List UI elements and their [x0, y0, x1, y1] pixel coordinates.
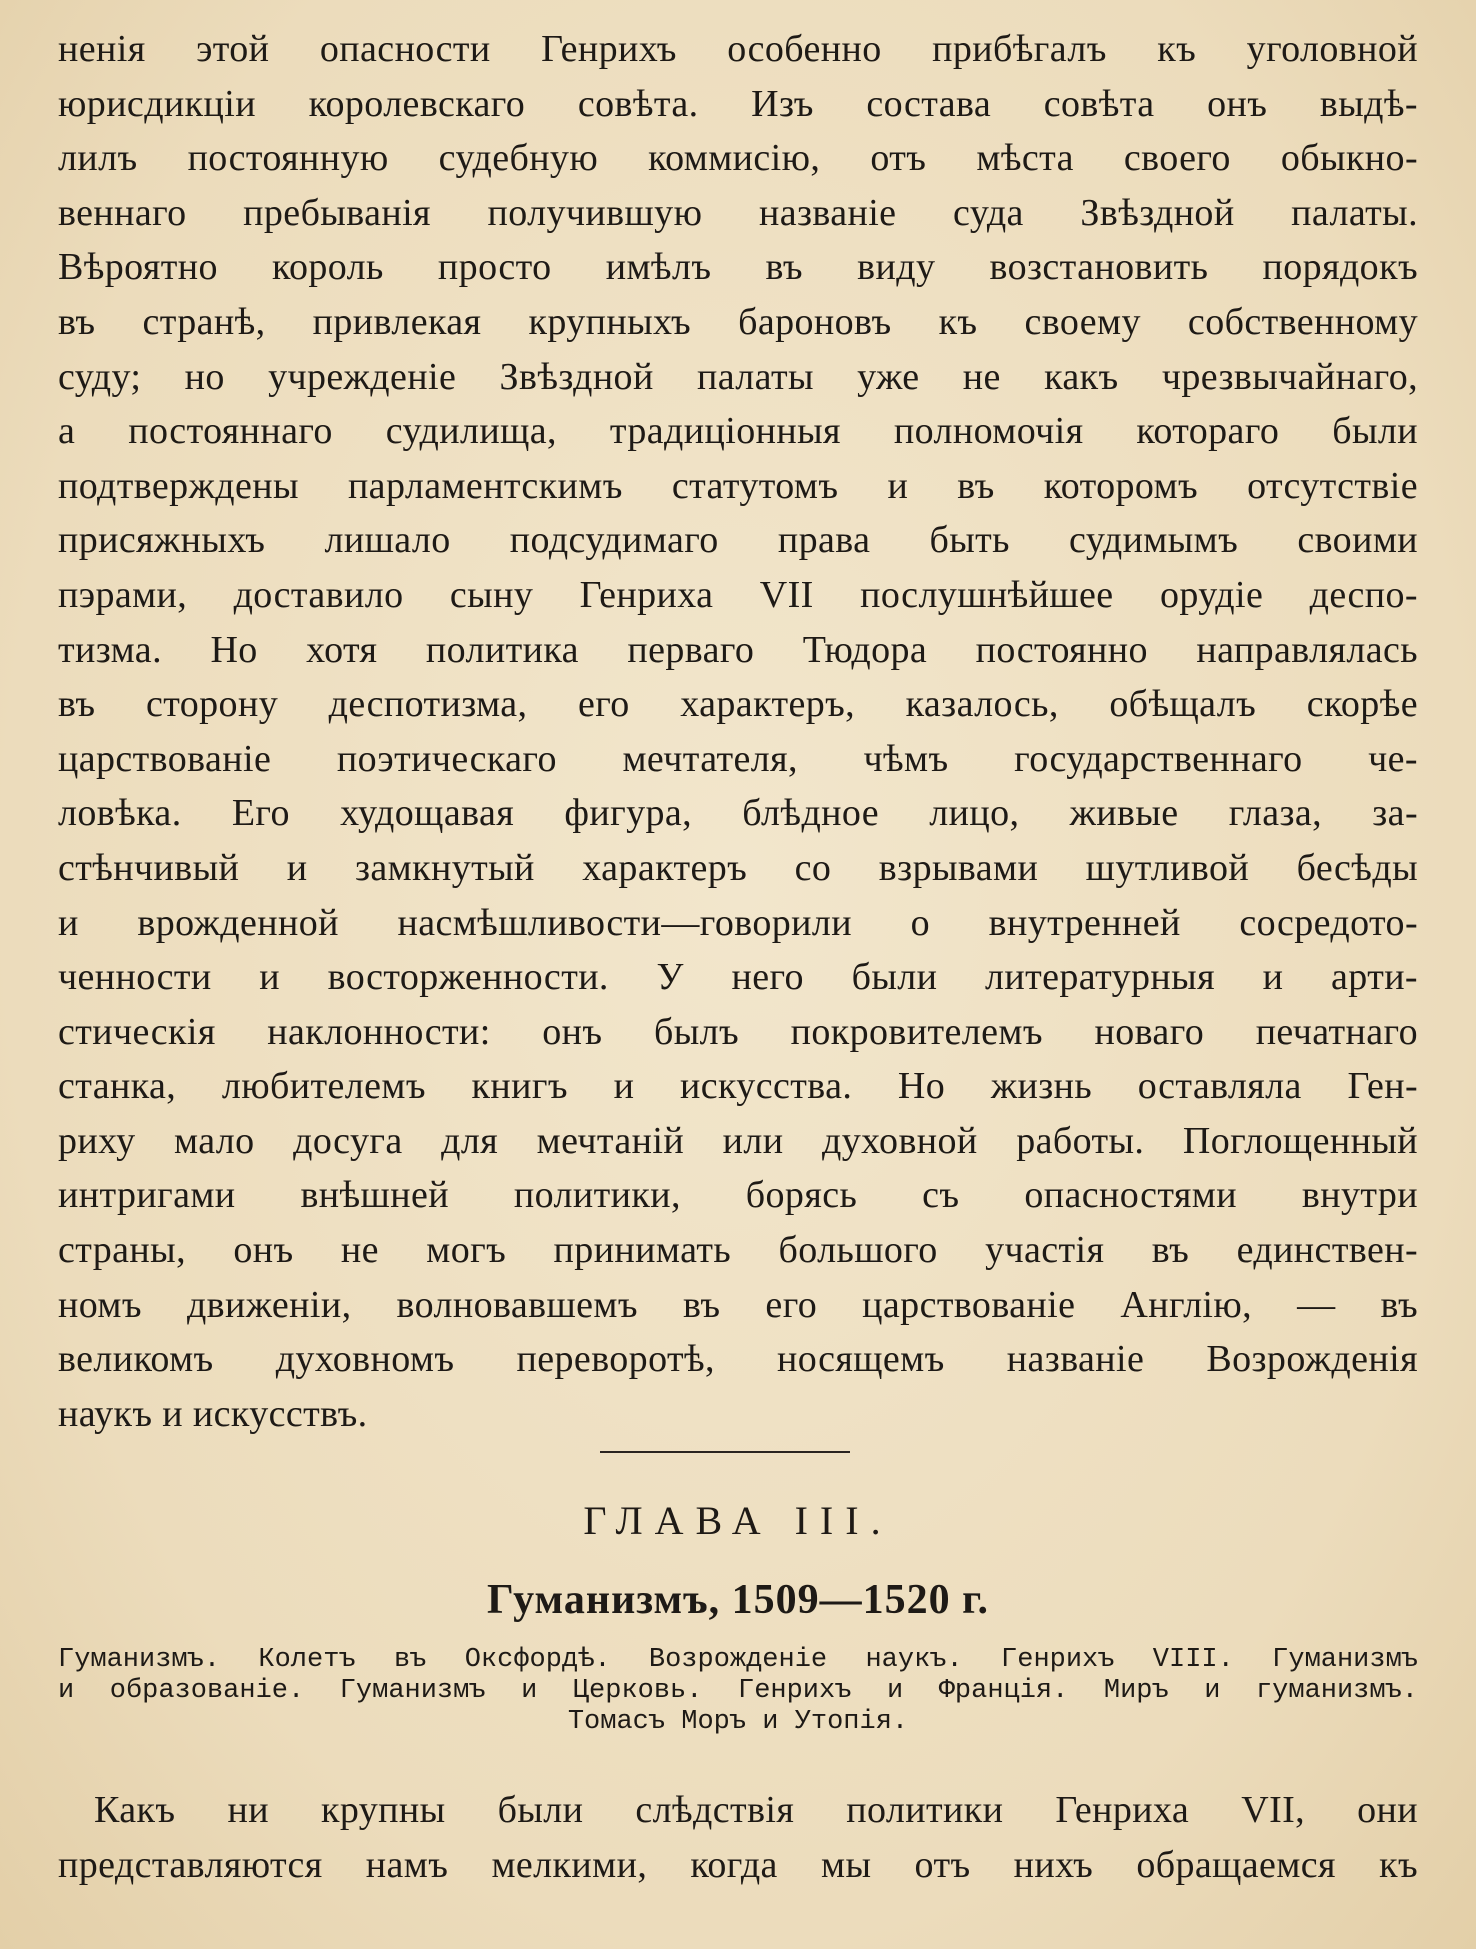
- text-line: веннаго пребыванія получившую названіе суда Звѣздной палаты.: [58, 191, 1418, 234]
- summary-line: и образованіе. Гуманизмъ и Церковь. Генрихъ и Франція. Миръ и гуманизмъ.: [58, 1676, 1418, 1706]
- text-line: суду; но учрежденіе Звѣздной палаты уже не какъ чрезвычайнаго,: [58, 355, 1418, 398]
- text-line: въ странѣ, привлекая крупныхъ бароновъ къ своему собственному: [58, 300, 1418, 343]
- text-line: страны, онъ не могъ принимать большого участія въ единствен-: [58, 1229, 1418, 1272]
- text-line: стѣнчивый и замкнутый характеръ со взрывами шутливой бесѣды: [58, 846, 1418, 889]
- text-line: номъ движеніи, волновавшемъ въ его царствованіе Англію, — въ: [58, 1283, 1418, 1326]
- text-line: пэрами, доставило сыну Генриха VII послушнѣйшее орудіе деспо-: [58, 573, 1418, 616]
- chapter-title: Гуманизмъ, 1509—1520 г.: [486, 1577, 989, 1623]
- text-line: а постояннаго судилища, традиціонныя полномочія котораго были: [58, 410, 1418, 453]
- text-line: ненія этой опасности Генрихъ особенно прибѣгалъ къ уголовной: [58, 28, 1418, 70]
- text-line: представляются намъ мелкими, когда мы отъ нихъ обращаемся къ: [58, 1843, 1418, 1886]
- text-line: и врожденной насмѣшливости—говорили о внутренней сосредото-: [58, 901, 1418, 944]
- chapter-heading: ГЛАВА III.: [583, 1498, 893, 1543]
- text-line: подтверждены парламентскимъ статутомъ и въ которомъ отсутствіе: [58, 464, 1418, 507]
- text-line: лилъ постоянную судебную коммисію, отъ мѣста своего обыкно-: [58, 137, 1418, 180]
- text-line: Вѣроятно король просто имѣлъ въ виду возстановить порядокъ: [58, 246, 1418, 289]
- text-line: царствованіе поэтическаго мечтателя, чѣмъ государственнаго че-: [58, 737, 1418, 780]
- summary-line: Томасъ Моръ и Утопія.: [567, 1707, 909, 1737]
- section-divider: [600, 1451, 850, 1453]
- text-line: станка, любителемъ книгъ и искусства. Но жизнь оставляла Ген-: [58, 1065, 1418, 1108]
- text-line: интригами внѣшней политики, борясь съ опасностями внутри: [58, 1174, 1418, 1217]
- text-line: великомъ духовномъ переворотѣ, носящемъ названіе Возрожденія: [58, 1338, 1418, 1381]
- text-line: юрисдикціи королевскаго совѣта. Изъ состава совѣта онъ выдѣ-: [58, 82, 1418, 125]
- text-line: тизма. Но хотя политика перваго Тюдора постоянно направлялась: [58, 628, 1418, 671]
- text-line: Какъ ни крупны были слѣдствія политики Генриха VII, они: [94, 1789, 1418, 1831]
- text-line: наукъ и искусствъ.: [58, 1392, 368, 1435]
- chapter-paragraph: [58, 1783, 1418, 1892]
- text-line: риху мало досуга для мечтаній или духовной работы. Поглощенный: [58, 1119, 1418, 1162]
- summary-line: Гуманизмъ. Колетъ въ Оксфордѣ. Возрожденіе наукъ. Генрихъ VIII. Гуманизмъ: [58, 1645, 1418, 1675]
- text-line: стическія наклонности: онъ былъ покровителемъ новаго печатнаго: [58, 1010, 1418, 1053]
- text-line: ченности и восторженности. У него были литературныя и арти-: [58, 956, 1418, 999]
- text-line: ловѣка. Его худощавая фигура, блѣдное лицо, живые глаза, за-: [58, 792, 1418, 835]
- text-line: въ сторону деспотизма, его характеръ, казалось, обѣщалъ скорѣе: [58, 683, 1418, 726]
- main-paragraph: [58, 22, 1418, 1441]
- chapter-summary: [58, 1645, 1418, 1738]
- text-line: присяжныхъ лишало подсудимаго права быть судимымъ своими: [58, 519, 1418, 562]
